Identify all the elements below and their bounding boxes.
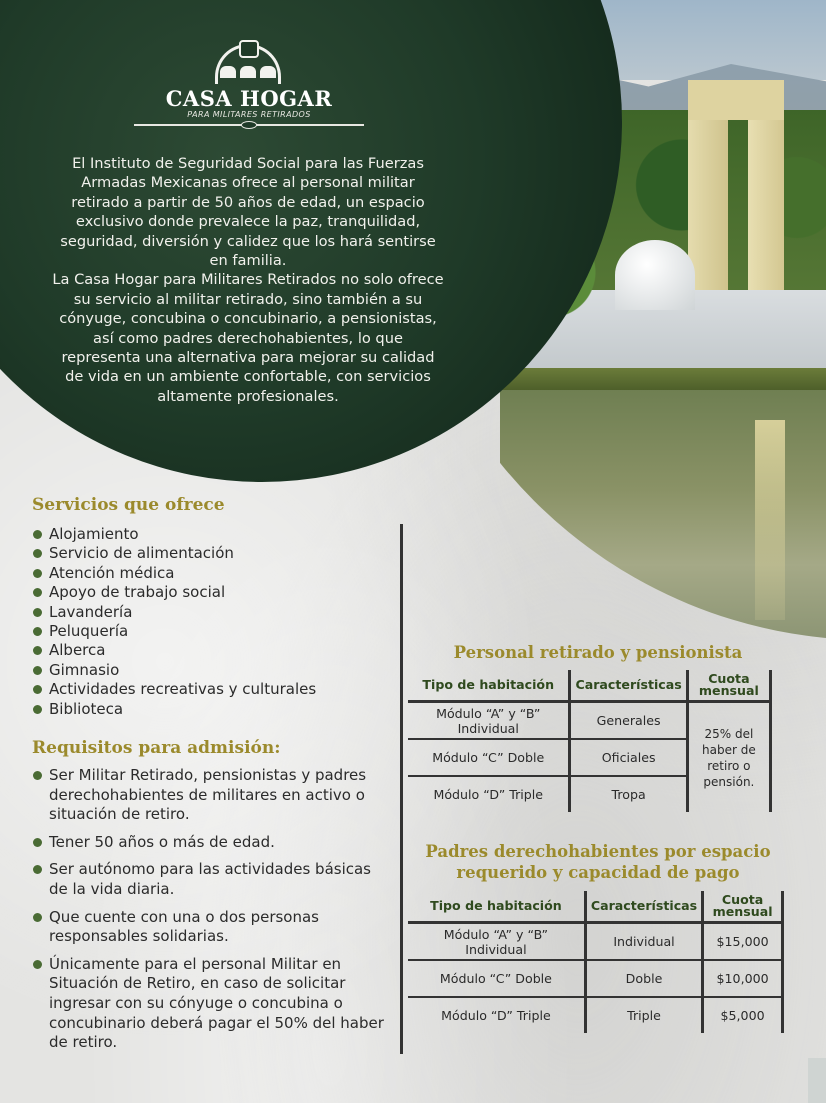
parents-table-title: Padres derechohabientes por espacio requerido y capacidad de pago: [425, 842, 771, 882]
emblem-icon: [239, 40, 259, 58]
list-item: Que cuente con una o dos personas responsables solidarias.: [33, 908, 393, 947]
page-corner-tab: [808, 1058, 826, 1103]
logo-title: CASA HOGAR: [165, 86, 333, 111]
retired-table-title: Personal retirado y pensionista: [453, 643, 743, 662]
bullet-icon: [33, 685, 42, 694]
list-item: Lavandería: [33, 603, 316, 622]
table-cell: Oficiales: [570, 739, 687, 776]
column-divider: [400, 524, 403, 1054]
list-item: Alberca: [33, 641, 316, 660]
column-header: Cuota mensual: [687, 670, 770, 702]
bullet-icon: [33, 960, 42, 969]
table-cell: Módulo “D” Triple: [433, 787, 543, 802]
services-heading: Servicios que ofrece: [32, 495, 225, 515]
requirements-heading: Requisitos para admisión:: [32, 738, 281, 758]
services-list: [33, 525, 316, 719]
table-cell: Módulo “C” Doble: [408, 739, 570, 776]
list-item: Apoyo de trabajo social: [33, 583, 316, 602]
table-row: [408, 702, 771, 740]
bullet-icon: [33, 705, 42, 714]
bullet-icon: [33, 646, 42, 655]
fee-cell: 25% del haber de retiro o pensión.: [687, 702, 770, 813]
bullet-icon: [33, 608, 42, 617]
table-cell: Módulo “A” y “B” Individual: [408, 923, 585, 961]
requirements-list: [33, 766, 393, 1061]
table-cell: Individual: [585, 923, 702, 961]
bullet-icon: [33, 588, 42, 597]
list-item: Ser Militar Retirado, pensionistas y padres derechohabientes de militares en activo o situación de retiro.: [33, 766, 393, 825]
list-item: Peluquería: [33, 622, 316, 641]
intro-text: [52, 154, 444, 406]
table-cell: $15,000: [703, 923, 783, 961]
column-header: Tipo de habitación: [408, 891, 585, 923]
table-cell: Módulo “D” Triple: [441, 1008, 551, 1023]
list-item: Servicio de alimentación: [33, 544, 316, 563]
bullet-icon: [33, 865, 42, 874]
table-row: [408, 923, 783, 961]
list-item: Únicamente para el personal Militar en Situación de Retiro, en caso de solicitar ingresar con su cónyuge o concubina o concubinario deberá pagar el 50% del haber de retiro.: [33, 955, 393, 1053]
list-item: Tener 50 años o más de edad.: [33, 833, 393, 853]
bullet-icon: [33, 549, 42, 558]
column-header: Cuota mensual: [703, 891, 783, 923]
bullet-icon: [33, 913, 42, 922]
bullet-icon: [33, 666, 42, 675]
casa-hogar-logo: [134, 40, 364, 135]
parents-fees-table: [408, 891, 784, 1033]
table-cell: Módulo “A” y “B” Individual: [408, 702, 570, 740]
table-cell: $10,000: [703, 960, 783, 997]
column-header: Características: [585, 891, 702, 923]
bullet-icon: [33, 771, 42, 780]
table-row: [408, 960, 783, 997]
bullet-icon: [33, 627, 42, 636]
bullet-icon: [33, 838, 42, 847]
column-header: Características: [570, 670, 687, 702]
list-item: Biblioteca: [33, 700, 316, 719]
bullet-icon: [33, 569, 42, 578]
list-item: Alojamiento: [33, 525, 316, 544]
table-cell: $5,000: [703, 997, 783, 1033]
list-item: Actividades recreativas y culturales: [33, 680, 316, 699]
bullet-icon: [33, 530, 42, 539]
intro-paragraph-2: La Casa Hogar para Militares Retirados no solo ofrece su servicio al militar retirado, sino también a su cónyuge, concubina o concubinario, a pensionistas, así como padres derechohabientes, lo que representa una alternativa para mejorar su calidad de vida en un ambiente confortable, con servicios altamente profesionales.: [52, 271, 444, 405]
list-item: Ser autónomo para las actividades básicas de la vida diaria.: [33, 860, 393, 899]
list-item: Gimnasio: [33, 661, 316, 680]
table-cell: Doble: [585, 960, 702, 997]
table-row: [408, 997, 783, 1033]
retired-fees-table: [408, 670, 772, 812]
table-cell: Triple: [585, 997, 702, 1033]
logo-subtitle: PARA MILITARES RETIRADOS: [187, 110, 311, 119]
column-header: Tipo de habitación: [408, 670, 570, 702]
list-item: Atención médica: [33, 564, 316, 583]
intro-paragraph-1: El Instituto de Seguridad Social para las Fuerzas Armadas Mexicanas ofrece al personal militar retirado a partir de 50 años de edad, un espacio exclusivo donde prevalece la paz, tranquilidad, seguridad, diversión y calidez que los hará sentirse en familia.: [60, 155, 436, 270]
table-cell: Módulo “C” Doble: [408, 960, 585, 997]
table-cell: Generales: [570, 702, 687, 740]
table-cell: Tropa: [570, 776, 687, 812]
